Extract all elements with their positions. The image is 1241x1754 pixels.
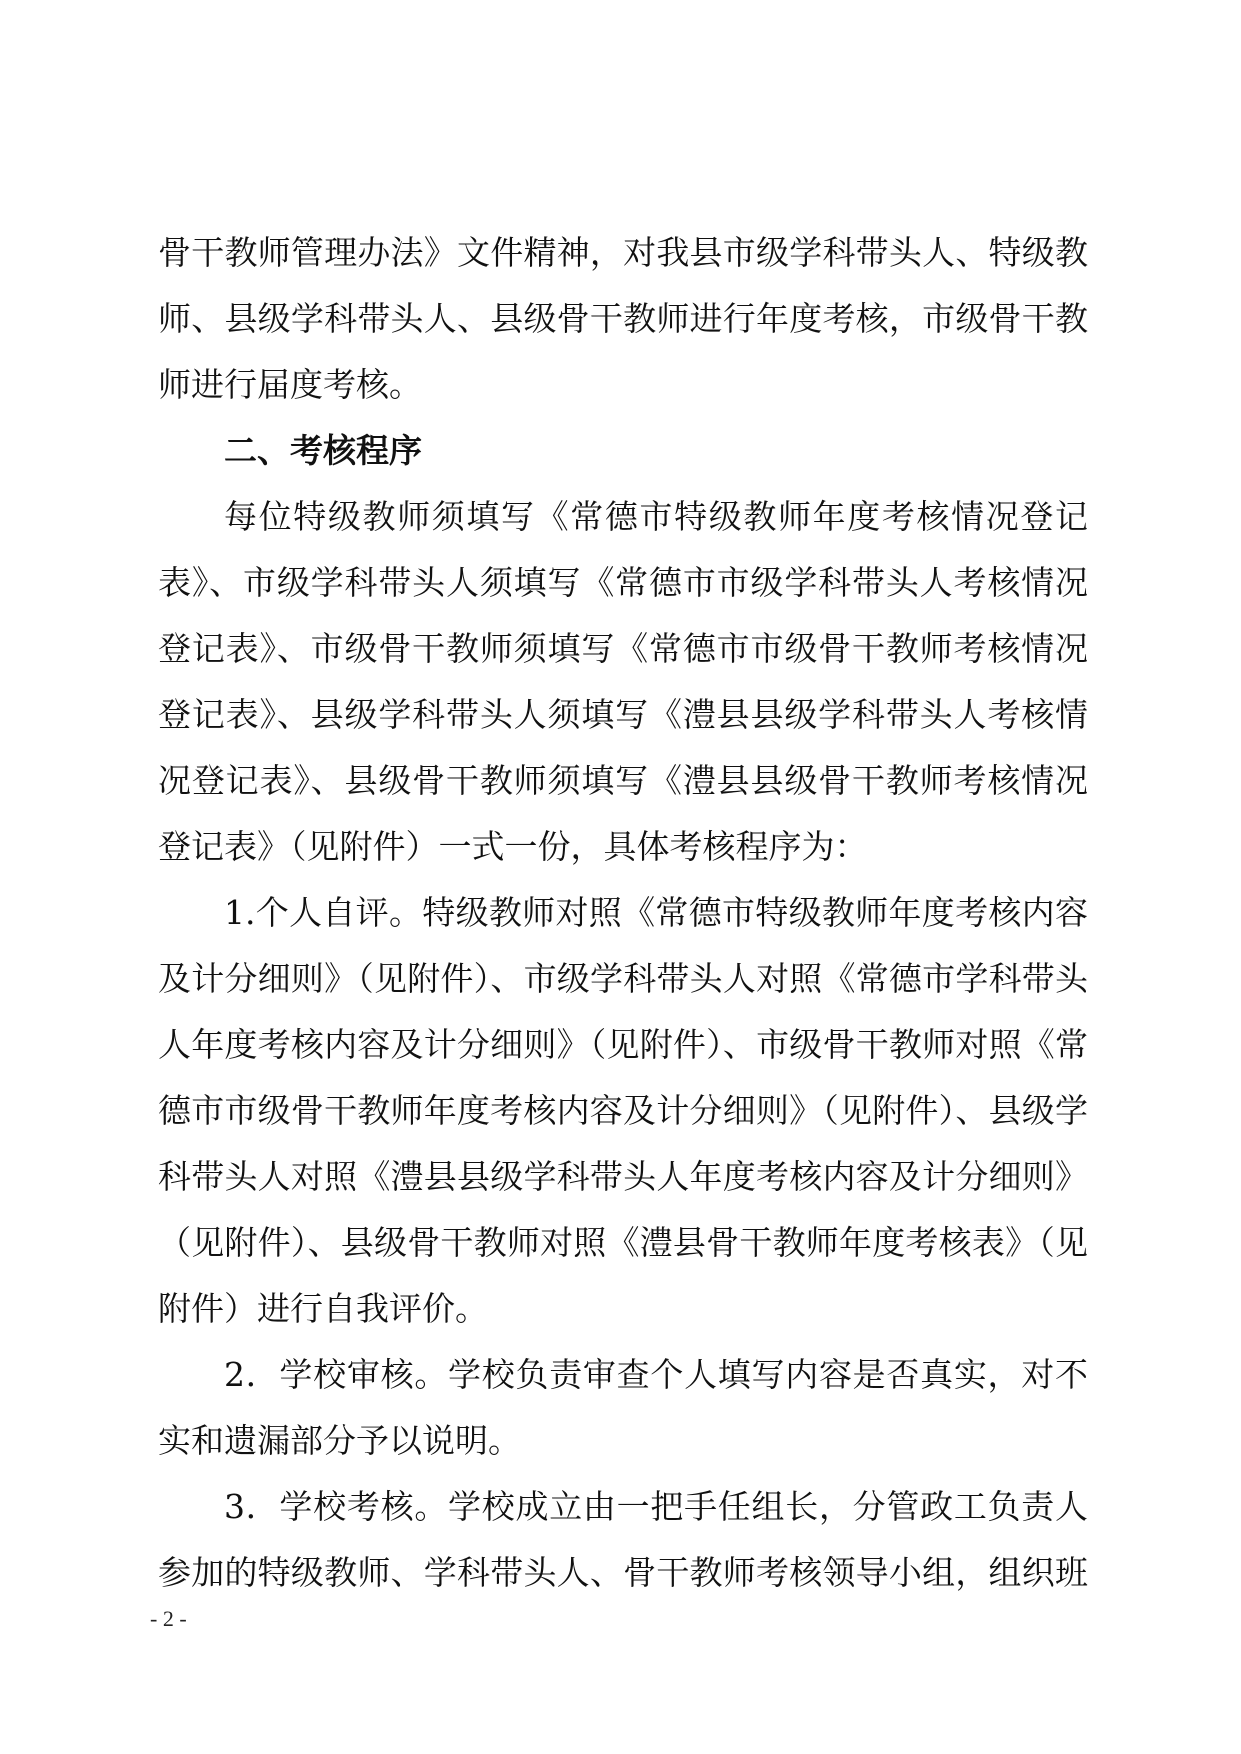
- text-line-7: 登记表》、市级骨干教师须填写《常德市市级骨干教师考核情况: [158, 629, 1088, 668]
- text-line-3: 师进行届度考核。: [158, 365, 422, 404]
- text-line-6: 表》、市级学科带头人须填写《常德市市级学科带头人考核情况: [158, 563, 1088, 602]
- text-line-10: 登记表》（见附件）一式一份，具体考核程序为：: [158, 827, 868, 866]
- text-line-2: 师、县级学科带头人、县级骨干教师进行年度考核，市级骨干教: [158, 299, 1088, 338]
- page-number: - 2 -: [150, 1606, 187, 1631]
- text-line-17: 附件）进行自我评价。: [158, 1289, 488, 1328]
- text-line-1: 骨干教师管理办法》文件精神，对我县市级学科带头人、特级教: [158, 233, 1088, 272]
- text-line-13: 人年度考核内容及计分细则》（见附件）、市级骨干教师对照《常: [158, 1025, 1088, 1064]
- section-heading: 二、考核程序: [224, 431, 422, 470]
- text-line-12: 及计分细则》（见附件）、市级学科带头人对照《常德市学科带头: [158, 959, 1088, 998]
- body-text: [158, 220, 1088, 1606]
- text-line-14: 德市市级骨干教师年度考核内容及计分细则》（见附件）、县级学: [158, 1091, 1088, 1130]
- text-line-21: 参加的特级教师、学科带头人、骨干教师考核领导小组，组织班: [158, 1553, 1088, 1592]
- text-line-16: （见附件）、县级骨干教师对照《澧县骨干教师年度考核表》（见: [158, 1223, 1088, 1262]
- text-line-15: 科带头人对照《澧县县级学科带头人年度考核内容及计分细则》: [158, 1157, 1088, 1196]
- text-line-11: 1.个人自评。特级教师对照《常德市特级教师年度考核内容: [224, 893, 1088, 932]
- text-line-8: 登记表》、县级学科带头人须填写《澧县县级学科带头人考核情: [158, 695, 1088, 734]
- text-line-5: 每位特级教师须填写《常德市特级教师年度考核情况登记: [224, 497, 1088, 536]
- text-line-19: 实和遗漏部分予以说明。: [158, 1421, 521, 1460]
- text-line-18: 2．学校审核。学校负责审查个人填写内容是否真实，对不: [224, 1355, 1088, 1394]
- text-line-20: 3．学校考核。学校成立由一把手任组长，分管政工负责人: [224, 1487, 1088, 1526]
- text-line-9: 况登记表》、县级骨干教师须填写《澧县县级骨干教师考核情况: [158, 761, 1088, 800]
